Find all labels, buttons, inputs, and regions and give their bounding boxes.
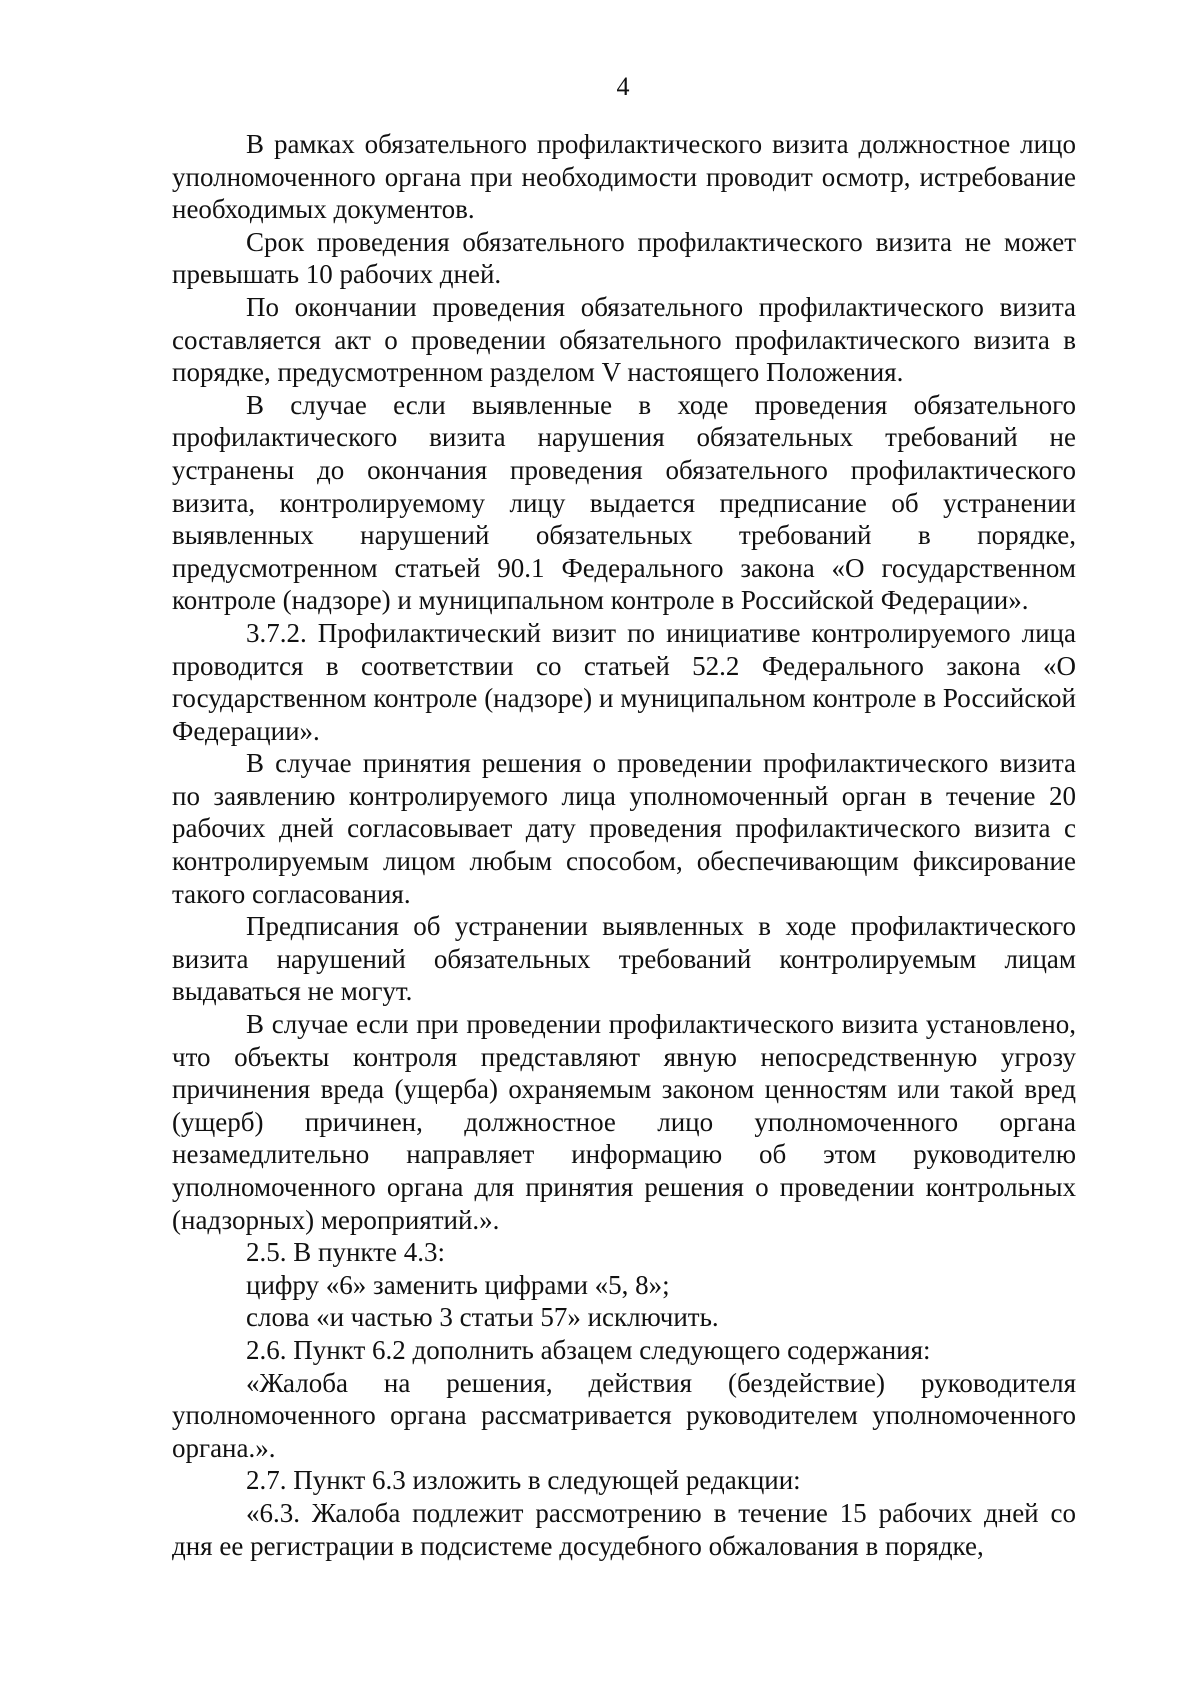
paragraph: 2.6. Пункт 6.2 дополнить абзацем следующего содержания:: [246, 1334, 931, 1365]
paragraph: В случае принятия решения о проведении профилактического визита по заявлению контролируемого лица уполномоченный орган в течение 20 рабочих дней согласовывает дату проведения профилактического визита с контролируемым лицом любым способом, обеспечивающим фиксирование такого согласования.: [172, 748, 1076, 909]
paragraph: 3.7.2. Профилактический визит по инициативе контролируемого лица проводится в соответствии со статьей 52.2 Федерального закона «О государственном контроле (надзоре) и муниципальном контроле в Российской Федерации».: [172, 617, 1076, 746]
paragraph: слова «и частью 3 статьи 57» исключить.: [246, 1302, 719, 1333]
paragraph: По окончании проведения обязательного профилактического визита составляется акт о проведении обязательного профилактического визита в порядке, предусмотренном разделом V настоящего Положения.: [172, 291, 1076, 388]
paragraph: Предписания об устранении выявленных в ходе профилактического визита нарушений обязательных требований контролируемым лицам выдаваться не могут.: [172, 911, 1076, 1007]
paragraph: Срок проведения обязательного профилактического визита не может превышать 10 рабочих дней.: [172, 226, 1076, 290]
paragraph: цифру «6» заменить цифрами «5, 8»;: [246, 1269, 670, 1300]
paragraph: 2.7. Пункт 6.3 изложить в следующей редакции:: [246, 1465, 801, 1496]
paragraph: В рамках обязательного профилактического визита должностное лицо уполномоченного органа при необходимости проводит осмотр, истребование необходимых документов.: [172, 129, 1076, 225]
paragraph: В случае если выявленные в ходе проведения обязательного профилактического визита нарушения обязательных требований не устранены до окончания проведения обязательного профилактического визита, контролируемому лицу выдается предписание об устранении выявленных нарушений обязательных требований в порядке, предусмотренном статьей 90.1 Федерального закона «О государственном контроле (надзоре) и муниципальном контроле в Российской Федерации».: [172, 389, 1076, 616]
paragraph: В случае если при проведении профилактического визита установлено, что объекты контроля представляют явную непосредственную угрозу причинения вреда (ущерба) охраняемым законом ценностям или такой вред (ущерб) причинен, должностное лицо уполномоченного органа незамедлительно направляет информацию об этом руководителю уполномоченного органа для принятия решения о проведении контрольных (надзорных) мероприятий.».: [172, 1009, 1076, 1235]
paragraph: «Жалоба на решения, действия (бездействие) руководителя уполномоченного органа рассматривается руководителем уполномоченного органа.».: [172, 1367, 1076, 1463]
paragraph: «6.3. Жалоба подлежит рассмотрению в течение 15 рабочих дней со дня ее регистрации в подсистеме досудебного обжалования в порядке,: [172, 1497, 1076, 1561]
page-number: 4: [616, 72, 630, 101]
document-body: [172, 128, 1076, 1562]
paragraph: 2.5. В пункте 4.3:: [246, 1237, 445, 1268]
